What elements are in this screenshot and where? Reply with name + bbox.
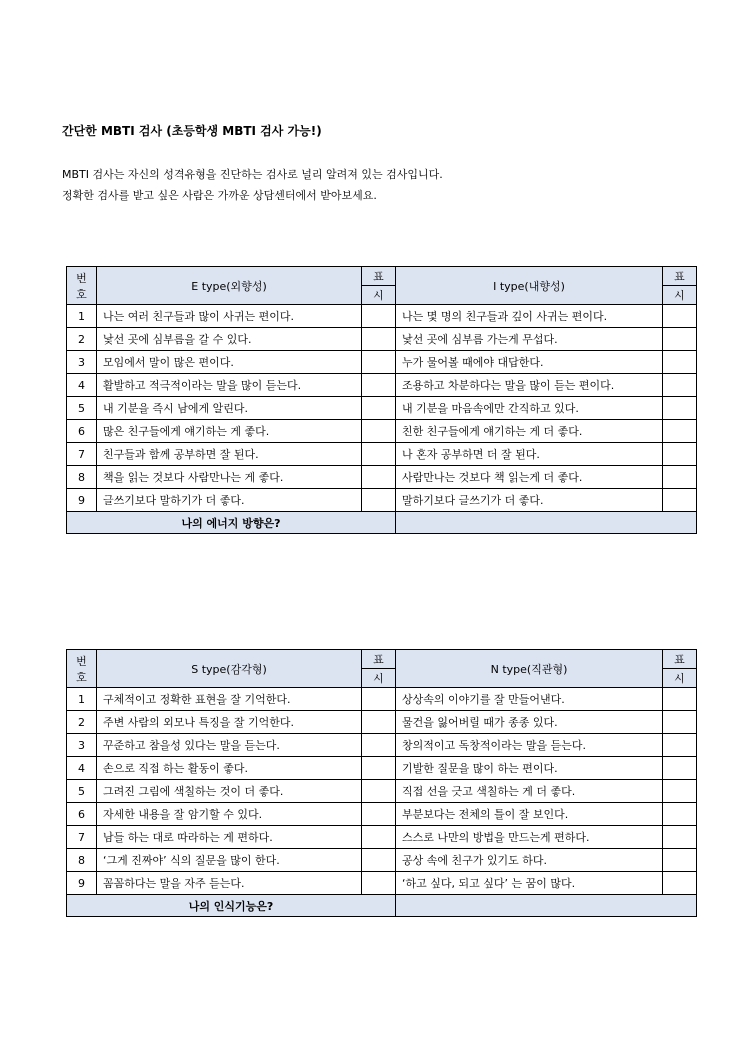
- mark-cell-right[interactable]: [663, 711, 697, 734]
- row-number: 2: [67, 328, 97, 351]
- right-statement: 누가 물어볼 때에야 대답한다.: [396, 351, 663, 374]
- row-number: 4: [67, 757, 97, 780]
- row-number: 9: [67, 872, 97, 895]
- right-statement: 부분보다는 전체의 틀이 잘 보인다.: [396, 803, 663, 826]
- left-statement: 책을 읽는 것보다 사람만나는 게 좋다.: [97, 466, 362, 489]
- table-row: [67, 374, 697, 397]
- right-statement: 조용하고 차분하다는 말을 많이 듣는 편이다.: [396, 374, 663, 397]
- left-statement: ‘그게 진짜야’ 식의 질문을 많이 한다.: [97, 849, 362, 872]
- mark-cell-left[interactable]: [362, 803, 396, 826]
- right-statement: 창의적이고 독창적이라는 말을 듣는다.: [396, 734, 663, 757]
- left-statement: 손으로 직접 하는 활동이 좋다.: [97, 757, 362, 780]
- row-number: 8: [67, 849, 97, 872]
- mark-header-left: 표: [362, 267, 396, 286]
- table-header-row: [67, 650, 697, 669]
- mark-cell-left[interactable]: [362, 420, 396, 443]
- mbti-table-perception: [66, 649, 697, 917]
- mark-cell-left[interactable]: [362, 397, 396, 420]
- mark-cell-right[interactable]: [663, 374, 697, 397]
- mark-cell-right[interactable]: [663, 466, 697, 489]
- mark-cell-right[interactable]: [663, 826, 697, 849]
- table-row: [67, 757, 697, 780]
- right-statement: 공상 속에 친구가 있기도 하다.: [396, 849, 663, 872]
- left-statement: 주변 사람의 외모나 특징을 잘 기억한다.: [97, 711, 362, 734]
- mark-header-right: 표: [663, 650, 697, 669]
- row-number: 5: [67, 397, 97, 420]
- answer-cell[interactable]: [396, 512, 697, 534]
- left-statement: 남들 하는 대로 따라하는 게 편하다.: [97, 826, 362, 849]
- table-row: [67, 305, 697, 328]
- right-statement: 스스로 나만의 방법을 만드는게 편하다.: [396, 826, 663, 849]
- left-statement: 많은 친구들에게 얘기하는 게 좋다.: [97, 420, 362, 443]
- mark-cell-right[interactable]: [663, 688, 697, 711]
- mark-cell-left[interactable]: [362, 443, 396, 466]
- mark-cell-left[interactable]: [362, 849, 396, 872]
- mark-header-right-2: 시: [663, 669, 697, 688]
- mark-cell-right[interactable]: [663, 780, 697, 803]
- row-number: 7: [67, 443, 97, 466]
- num-header: 번 호: [67, 650, 97, 688]
- table-row: [67, 466, 697, 489]
- row-number: 2: [67, 711, 97, 734]
- row-number: 1: [67, 305, 97, 328]
- question-label: 나의 에너지 방향은?: [67, 512, 396, 534]
- mark-cell-left[interactable]: [362, 757, 396, 780]
- table-row: [67, 849, 697, 872]
- right-statement: 직접 선을 긋고 색칠하는 게 더 좋다.: [396, 780, 663, 803]
- mark-cell-right[interactable]: [663, 328, 697, 351]
- intro-line: 정확한 검사를 받고 싶은 사람은 가까운 상담센터에서 받아보세요.: [62, 189, 377, 202]
- row-number: 1: [67, 688, 97, 711]
- left-statement: 모임에서 말이 많은 편이다.: [97, 351, 362, 374]
- table-row: [67, 688, 697, 711]
- mark-cell-right[interactable]: [663, 397, 697, 420]
- question-row: [67, 512, 697, 534]
- mark-cell-left[interactable]: [362, 826, 396, 849]
- table-body: [67, 305, 697, 512]
- right-statement: 친한 친구들에게 얘기하는 게 더 좋다.: [396, 420, 663, 443]
- table-row: [67, 397, 697, 420]
- row-number: 4: [67, 374, 97, 397]
- row-number: 6: [67, 420, 97, 443]
- right-statement: 내 기분을 마음속에만 간직하고 있다.: [396, 397, 663, 420]
- mark-cell-left[interactable]: [362, 734, 396, 757]
- mark-cell-right[interactable]: [663, 734, 697, 757]
- row-number: 3: [67, 734, 97, 757]
- left-statement: 꼼꼼하다는 말을 자주 듣는다.: [97, 872, 362, 895]
- mark-header-right: 표: [663, 267, 697, 286]
- left-statement: 나는 여러 친구들과 많이 사귀는 편이다.: [97, 305, 362, 328]
- right-statement: 나 혼자 공부하면 더 잘 된다.: [396, 443, 663, 466]
- mark-header-left-2: 시: [362, 669, 396, 688]
- mark-header-right-2: 시: [663, 286, 697, 305]
- table-row: [67, 489, 697, 512]
- mark-cell-left[interactable]: [362, 351, 396, 374]
- left-type-header: E type(외향성): [97, 267, 362, 305]
- table-row: [67, 734, 697, 757]
- table-header-row: [67, 267, 697, 286]
- right-type-header: I type(내향성): [396, 267, 663, 305]
- question-row: [67, 895, 697, 917]
- mark-cell-right[interactable]: [663, 872, 697, 895]
- mark-cell-left[interactable]: [362, 374, 396, 397]
- right-statement: 낯선 곳에 심부름 가는게 무섭다.: [396, 328, 663, 351]
- right-statement: 물건을 잃어버릴 때가 종종 있다.: [396, 711, 663, 734]
- left-statement: 그려진 그림에 색칠하는 것이 더 좋다.: [97, 780, 362, 803]
- left-statement: 내 기분을 즉시 남에게 알린다.: [97, 397, 362, 420]
- mark-cell-right[interactable]: [663, 757, 697, 780]
- right-statement: 기발한 질문을 많이 하는 편이다.: [396, 757, 663, 780]
- row-number: 3: [67, 351, 97, 374]
- table-row: [67, 443, 697, 466]
- table-body: [67, 688, 697, 895]
- mbti-table-energy: [66, 266, 697, 534]
- answer-cell[interactable]: [396, 895, 697, 917]
- mark-cell-right[interactable]: [663, 420, 697, 443]
- document-title: 간단한 MBTI 검사 (초등학생 MBTI 검사 가능!): [62, 124, 322, 138]
- mark-cell-left[interactable]: [362, 872, 396, 895]
- right-statement: 사람만나는 것보다 책 읽는게 더 좋다.: [396, 466, 663, 489]
- left-statement: 글쓰기보다 말하기가 더 좋다.: [97, 489, 362, 512]
- table-row: [67, 872, 697, 895]
- mark-cell-left[interactable]: [362, 466, 396, 489]
- right-type-header: N type(직관형): [396, 650, 663, 688]
- right-statement: ‘하고 싶다, 되고 싶다’ 는 꿈이 많다.: [396, 872, 663, 895]
- mark-cell-right[interactable]: [663, 849, 697, 872]
- num-header: 번 호: [67, 267, 97, 305]
- left-statement: 활발하고 적극적이라는 말을 많이 듣는다.: [97, 374, 362, 397]
- mark-cell-right[interactable]: [663, 351, 697, 374]
- question-label: 나의 인식기능은?: [67, 895, 396, 917]
- row-number: 9: [67, 489, 97, 512]
- mark-cell-right[interactable]: [663, 803, 697, 826]
- left-statement: 자세한 내용을 잘 암기할 수 있다.: [97, 803, 362, 826]
- right-statement: 말하기보다 글쓰기가 더 좋다.: [396, 489, 663, 512]
- table-row: [67, 803, 697, 826]
- table-row: [67, 420, 697, 443]
- row-number: 7: [67, 826, 97, 849]
- left-statement: 구체적이고 정확한 표현을 잘 기억한다.: [97, 688, 362, 711]
- table-row: [67, 711, 697, 734]
- row-number: 6: [67, 803, 97, 826]
- mark-cell-right[interactable]: [663, 305, 697, 328]
- mark-header-left: 표: [362, 650, 396, 669]
- left-statement: 친구들과 함께 공부하면 잘 된다.: [97, 443, 362, 466]
- right-statement: 나는 몇 명의 친구들과 깊이 사귀는 편이다.: [396, 305, 663, 328]
- intro-line: MBTI 검사는 자신의 성격유형을 진단하는 검사로 널리 알려져 있는 검사입니다.: [62, 168, 443, 181]
- table-row: [67, 328, 697, 351]
- mark-header-left-2: 시: [362, 286, 396, 305]
- table-row: [67, 826, 697, 849]
- mark-cell-left[interactable]: [362, 780, 396, 803]
- mark-cell-left[interactable]: [362, 305, 396, 328]
- mark-cell-left[interactable]: [362, 328, 396, 351]
- mark-cell-left[interactable]: [362, 489, 396, 512]
- mark-cell-right[interactable]: [663, 443, 697, 466]
- row-number: 5: [67, 780, 97, 803]
- row-number: 8: [67, 466, 97, 489]
- table-row: [67, 780, 697, 803]
- mark-cell-right[interactable]: [663, 489, 697, 512]
- mark-cell-left[interactable]: [362, 688, 396, 711]
- intro-paragraph: [62, 164, 443, 206]
- left-statement: 꾸준하고 참을성 있다는 말을 듣는다.: [97, 734, 362, 757]
- left-statement: 낯선 곳에 심부름을 갈 수 있다.: [97, 328, 362, 351]
- table-row: [67, 351, 697, 374]
- left-type-header: S type(감각형): [97, 650, 362, 688]
- right-statement: 상상속의 이야기를 잘 만들어낸다.: [396, 688, 663, 711]
- mark-cell-left[interactable]: [362, 711, 396, 734]
